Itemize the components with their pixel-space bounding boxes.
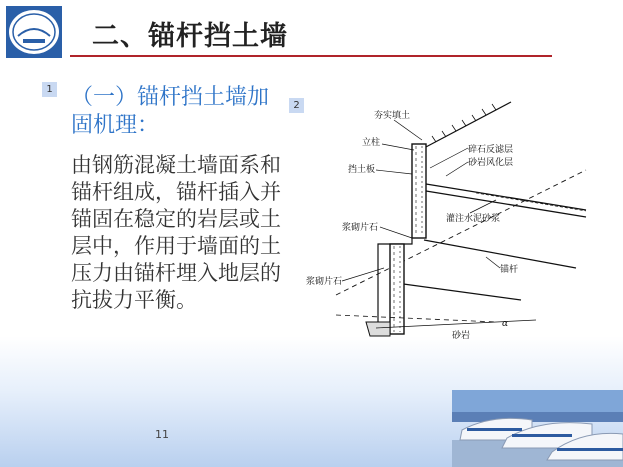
ground-slope [424,102,511,148]
anchor-wall-diagram [296,100,616,352]
label-angle-alpha: α [502,319,509,329]
body-paragraph: 由钢筋混凝土墙面系和锚杆组成，锚杆插入并锚固在稳定的岩层或土层中，作用于墙面的土压力由锚杆埋入地层的抗拔力平衡。 [71,153,281,312]
slide-title: 二、锚杆挡土墙 [92,21,288,52]
page-number: 11 [155,428,169,441]
label-weathered-layer: 砂岩风化层 [468,158,514,168]
label-masonry-upper: 浆砌片石 [342,223,379,233]
label-cement-grout: 灌注水泥砂浆 [446,214,501,224]
label-gravel-filter: 碎石反滤层 [468,145,514,155]
section-subtitle: （一）锚杆挡土墙加固机理： [71,85,270,138]
placeholder-badge-2: 2 [289,98,304,113]
label-retaining-panel: 挡土板 [348,165,376,175]
university-logo-icon [6,6,62,58]
upper-wall [412,144,426,238]
title-underline [70,55,552,57]
high-speed-train-image [452,390,623,467]
label-sandstone: 砂岩 [452,331,471,341]
lower-anchors [396,240,576,300]
label-masonry-lower: 浆砌片石 [306,277,343,287]
placeholder-badge-1: 1 [42,82,57,97]
label-column: 立柱 [362,138,381,148]
label-compacted-fill: 夯实填土 [374,111,411,121]
upper-anchor [426,184,586,217]
label-anchor: 锚杆 [500,265,519,275]
lower-wall [390,244,404,334]
